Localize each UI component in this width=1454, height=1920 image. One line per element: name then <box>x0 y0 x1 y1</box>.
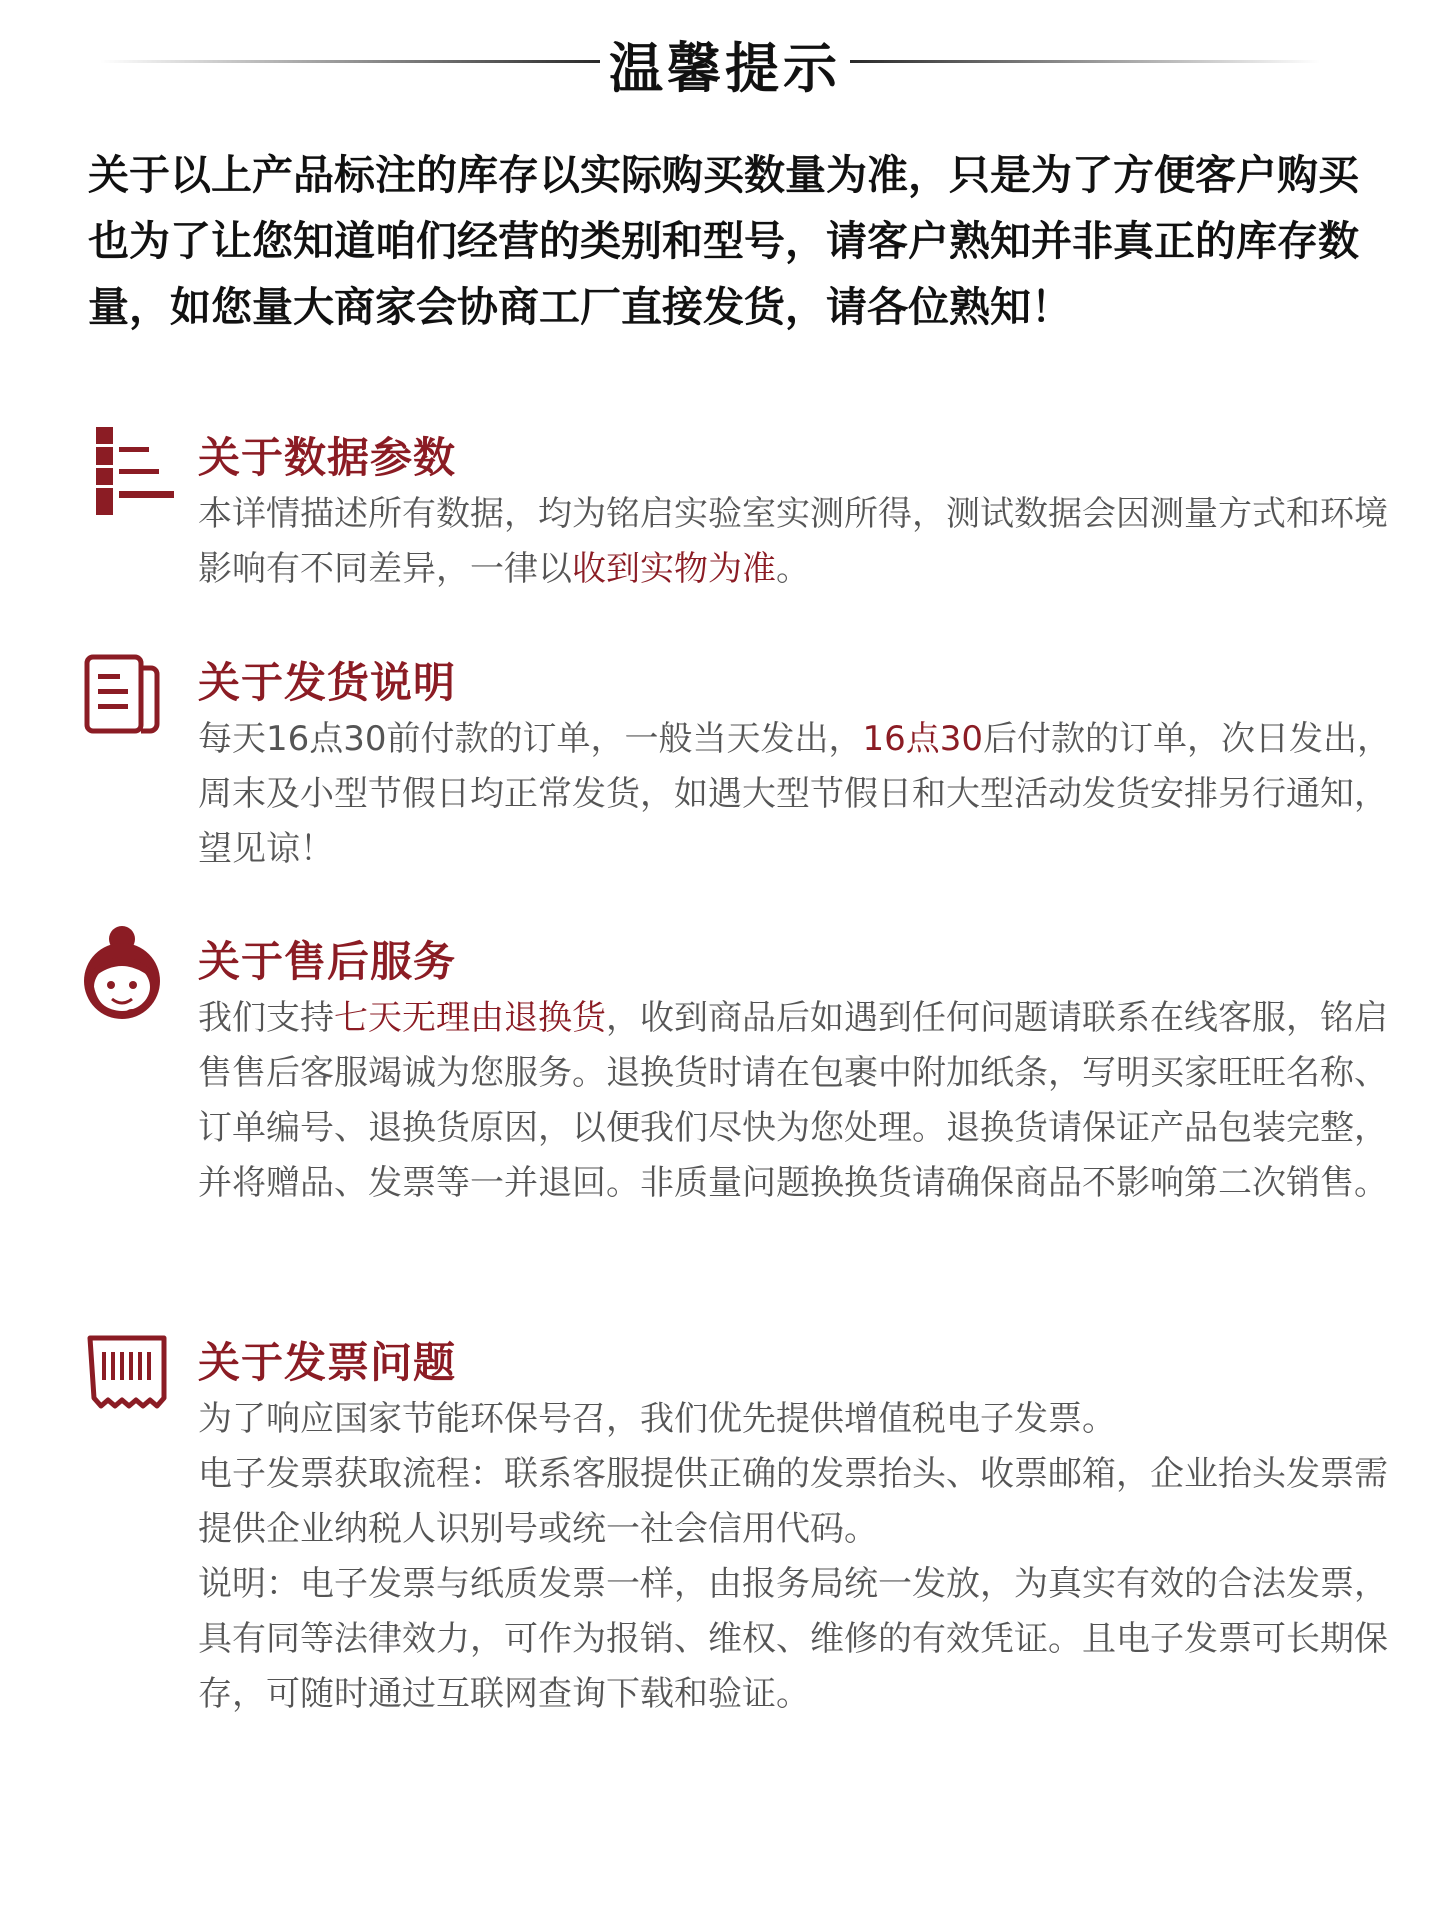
header-divider-left <box>100 60 600 63</box>
highlight-text: 16点30 <box>862 719 984 759</box>
section-body <box>198 487 1398 597</box>
invoice-line: 说明：电子发票与纸质发票一样，由报务局统一发放，为真实有效的合法发票，具有同等法律效力，可作为报销、维权、维修的有效凭证。且电子发票可长期保存，可随时通过互联网查询下载和验证。 <box>198 1564 1388 1714</box>
section-body <box>198 712 1398 877</box>
body-text: ，收到商品后如遇到任何问题请联系在线客服，铭启售售后客服竭诚为您服务。退换货时请在包裹中附加纸条，写明买家旺旺名称、订单编号、退换货原因，以便我们尽快为您处理。退换货请保证产品包装完整，并将赠品、发票等一并退回。非质量问题换换货请确保商品不影响第二次销售。 <box>198 998 1388 1203</box>
body-text: 后付款的订单，次日发出，周末及小型节假日均正常发货，如遇大型节假日和大型活动发货安排另行通知，望见谅！ <box>198 719 1392 869</box>
header-divider-right <box>850 60 1320 63</box>
section-title: 关于售后服务 <box>198 937 457 986</box>
invoice-line: 为了响应国家节能环保号召，我们优先提供增值税电子发票。 <box>198 1399 1116 1439</box>
section-body <box>198 991 1398 1211</box>
body-text: 我们支持 <box>198 998 334 1038</box>
section-body <box>198 1392 1398 1722</box>
body-text: 本详情描述所有数据，均为铭启实验室实测所得，测试数据会因测量方式和环境影响有不同差异，一律以 <box>198 494 1388 589</box>
customer-service-icon <box>78 925 166 1021</box>
body-text: 每天16点30前付款的订单，一般当天发出， <box>198 719 863 759</box>
header <box>0 20 1454 100</box>
section-title: 关于数据参数 <box>198 433 457 482</box>
invoice-line: 电子发票获取流程：联系客服提供正确的发票抬头、收票邮箱，企业抬头发票需提供企业纳税人识别号或统一社会信用代码。 <box>198 1454 1388 1549</box>
intro-text: 关于以上产品标注的库存以实际购买数量为准，只是为了方便客户购买也为了让您知道咱们经营的类别和型号，请客户熟知并非真正的库存数量，如您量大商家会协商工厂直接发货，请各位熟知！ <box>88 151 1359 331</box>
section-title: 关于发货说明 <box>198 658 457 707</box>
highlight-text: 七天无理由退换货 <box>334 998 606 1038</box>
section-title: 关于发票问题 <box>198 1338 457 1387</box>
body-text: 。 <box>776 549 810 589</box>
document-icon <box>84 654 162 736</box>
parameters-list-icon <box>96 427 176 515</box>
page-title: 温馨提示 <box>609 37 841 100</box>
invoice-receipt-icon <box>86 1334 168 1412</box>
highlight-text: 收到实物为准 <box>572 549 776 589</box>
